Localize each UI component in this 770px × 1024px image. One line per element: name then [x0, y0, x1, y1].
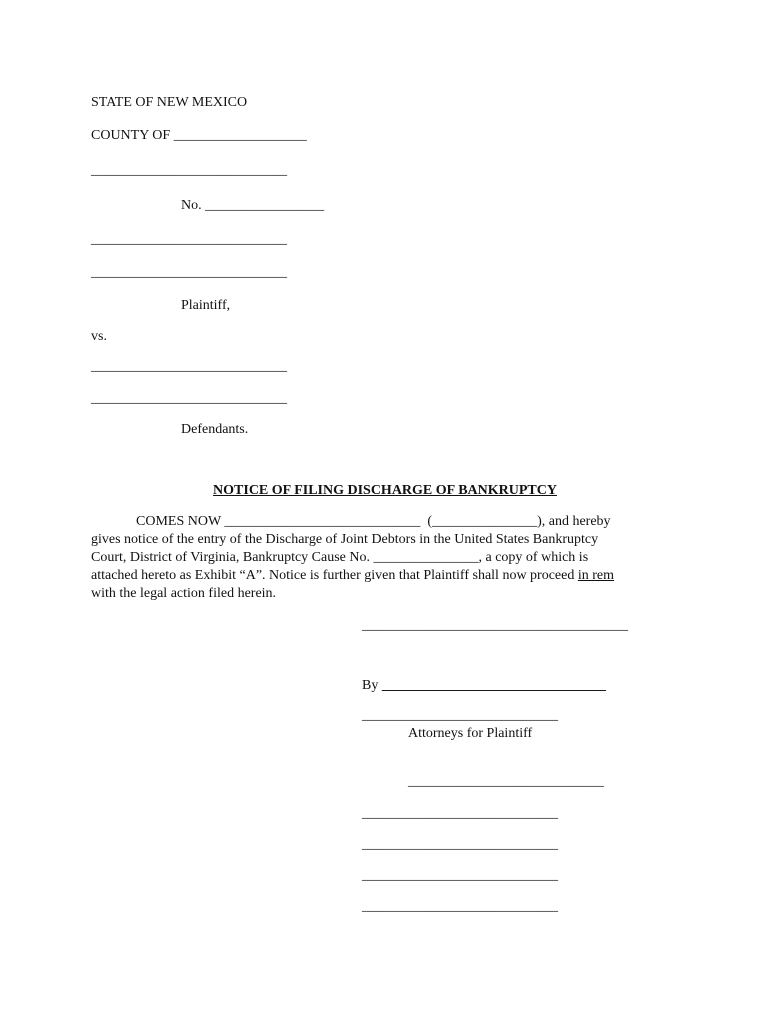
party-blank-line: ____________________________ [91, 391, 287, 406]
body-text: attached hereto as Exhibit “A”. Notice is further given that Plaintiff shall now proceed [91, 568, 578, 583]
address-line: ____________________________ [362, 806, 558, 821]
county-field: COUNTY OF ___________________ [91, 128, 307, 143]
plaintiff-label: Plaintiff, [181, 298, 231, 313]
body-line: COMES NOW ____________________________ (_______________), and hereby [136, 514, 611, 529]
versus-label: vs. [91, 329, 107, 344]
by-label: By [362, 678, 382, 693]
address-line: ____________________________ [408, 774, 604, 789]
defendants-label: Defendants. [181, 422, 249, 437]
address-line: ____________________________ [362, 899, 558, 914]
body-line [91, 567, 614, 585]
body-line: gives notice of the entry of the Discharge of Joint Debtors in the United States Bankruptcy [91, 532, 599, 547]
party-blank-line: ____________________________ [91, 359, 287, 374]
address-line: ____________________________ [362, 868, 558, 883]
address-line: ____________________________ [362, 837, 558, 852]
party-blank-line: ____________________________ [91, 265, 287, 280]
case-number-field: No. _________________ [181, 198, 325, 213]
in-rem-term: in rem [577, 568, 615, 583]
party-blank-line: ____________________________ [91, 232, 287, 247]
state-heading: STATE OF NEW MEXICO [91, 95, 248, 110]
by-signature-line: ________________________________ [381, 678, 606, 693]
attorneys-label: Attorneys for Plaintiff [408, 726, 533, 741]
signature-line: ______________________________________ [362, 618, 628, 633]
party-blank-line: ____________________________ [91, 163, 287, 178]
body-line: Court, District of Virginia, Bankruptcy Cause No. _______________, a copy of which is [91, 550, 589, 565]
document-title: NOTICE OF FILING DISCHARGE OF BANKRUPTCY [213, 483, 557, 498]
body-line: with the legal action filed herein. [91, 586, 277, 601]
attorney-name-line: ____________________________ [362, 708, 558, 723]
by-signature-row [362, 677, 606, 695]
